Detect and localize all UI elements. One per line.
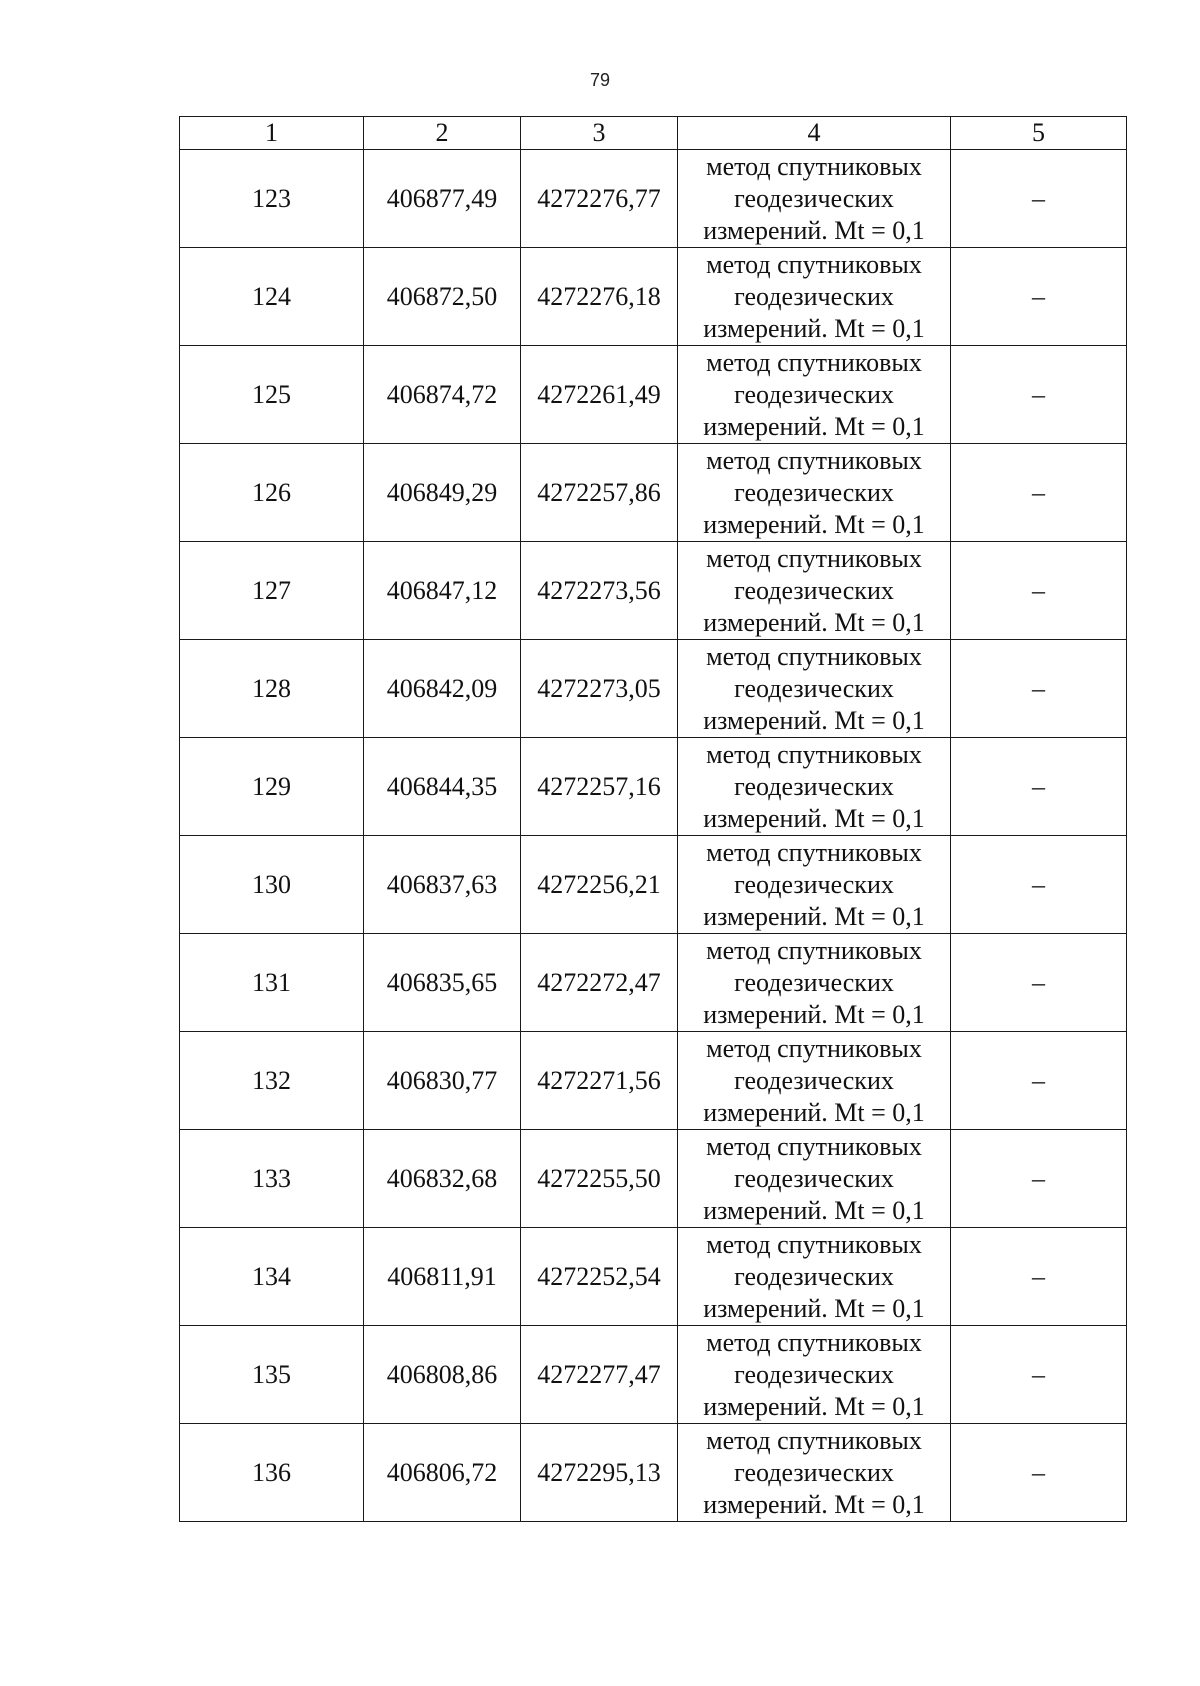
- note-cell: –: [951, 1424, 1127, 1522]
- method-line: измерений. Mt = 0,1: [703, 215, 925, 245]
- method-line: измерений. Mt = 0,1: [703, 313, 925, 343]
- y-coordinate-cell: 4272272,47: [521, 934, 678, 1032]
- x-coordinate-cell: 406832,68: [364, 1130, 521, 1228]
- x-coordinate-cell: 406842,09: [364, 640, 521, 738]
- point-number-cell: 135: [180, 1326, 364, 1424]
- x-coordinate-cell: 406872,50: [364, 248, 521, 346]
- y-coordinate-cell: 4272276,18: [521, 248, 678, 346]
- point-number-cell: 129: [180, 738, 364, 836]
- table-row: [180, 150, 1127, 248]
- method-cell: [678, 934, 951, 1032]
- x-coordinate-cell: 406849,29: [364, 444, 521, 542]
- method-cell: [678, 1326, 951, 1424]
- method-line: метод спутниковых: [706, 641, 922, 671]
- note-cell: –: [951, 444, 1127, 542]
- y-coordinate-cell: 4272257,16: [521, 738, 678, 836]
- method-cell: [678, 150, 951, 248]
- method-line: измерений. Mt = 0,1: [703, 607, 925, 637]
- column-header-4: 4: [678, 117, 951, 150]
- note-cell: –: [951, 640, 1127, 738]
- method-line: измерений. Mt = 0,1: [703, 1195, 925, 1225]
- note-cell: –: [951, 934, 1127, 1032]
- x-coordinate-cell: 406811,91: [364, 1228, 521, 1326]
- note-cell: –: [951, 150, 1127, 248]
- method-line: геодезических: [734, 281, 894, 311]
- method-line: измерений. Mt = 0,1: [703, 705, 925, 735]
- table-header: [180, 117, 1127, 150]
- table-row: [180, 934, 1127, 1032]
- method-cell: [678, 1130, 951, 1228]
- point-number-cell: 125: [180, 346, 364, 444]
- y-coordinate-cell: 4272273,05: [521, 640, 678, 738]
- method-line: геодезических: [734, 575, 894, 605]
- method-line: метод спутниковых: [706, 1327, 922, 1357]
- note-cell: –: [951, 1032, 1127, 1130]
- point-number-cell: 131: [180, 934, 364, 1032]
- note-cell: –: [951, 248, 1127, 346]
- y-coordinate-cell: 4272252,54: [521, 1228, 678, 1326]
- method-line: метод спутниковых: [706, 347, 922, 377]
- method-line: геодезических: [734, 1457, 894, 1487]
- point-number-cell: 123: [180, 150, 364, 248]
- method-cell: [678, 738, 951, 836]
- table-row: [180, 1424, 1127, 1522]
- point-number-cell: 133: [180, 1130, 364, 1228]
- x-coordinate-cell: 406874,72: [364, 346, 521, 444]
- table-row: [180, 1130, 1127, 1228]
- method-line: измерений. Mt = 0,1: [703, 901, 925, 931]
- method-line: геодезических: [734, 967, 894, 997]
- method-line: геодезических: [734, 771, 894, 801]
- note-cell: –: [951, 346, 1127, 444]
- point-number-cell: 126: [180, 444, 364, 542]
- y-coordinate-cell: 4272257,86: [521, 444, 678, 542]
- method-line: геодезических: [734, 477, 894, 507]
- method-line: измерений. Mt = 0,1: [703, 1293, 925, 1323]
- method-cell: [678, 542, 951, 640]
- method-line: метод спутниковых: [706, 739, 922, 769]
- x-coordinate-cell: 406830,77: [364, 1032, 521, 1130]
- method-line: метод спутниковых: [706, 445, 922, 475]
- method-line: геодезических: [734, 183, 894, 213]
- method-line: метод спутниковых: [706, 151, 922, 181]
- note-cell: –: [951, 836, 1127, 934]
- y-coordinate-cell: 4272255,50: [521, 1130, 678, 1228]
- table-body: [180, 150, 1127, 1522]
- method-line: геодезических: [734, 1065, 894, 1095]
- table-row: [180, 248, 1127, 346]
- y-coordinate-cell: 4272273,56: [521, 542, 678, 640]
- method-cell: [678, 1424, 951, 1522]
- x-coordinate-cell: 406835,65: [364, 934, 521, 1032]
- method-line: измерений. Mt = 0,1: [703, 509, 925, 539]
- page-number: 79: [589, 70, 611, 90]
- x-coordinate-cell: 406808,86: [364, 1326, 521, 1424]
- point-number-cell: 132: [180, 1032, 364, 1130]
- x-coordinate-cell: 406844,35: [364, 738, 521, 836]
- method-line: метод спутниковых: [706, 1131, 922, 1161]
- method-cell: [678, 640, 951, 738]
- table-row: [180, 738, 1127, 836]
- y-coordinate-cell: 4272261,49: [521, 346, 678, 444]
- table-row: [180, 640, 1127, 738]
- note-cell: –: [951, 1130, 1127, 1228]
- table-row: [180, 836, 1127, 934]
- table-row: [180, 346, 1127, 444]
- method-cell: [678, 1032, 951, 1130]
- method-cell: [678, 444, 951, 542]
- y-coordinate-cell: 4272277,47: [521, 1326, 678, 1424]
- method-line: геодезических: [734, 379, 894, 409]
- point-number-cell: 124: [180, 248, 364, 346]
- method-line: метод спутниковых: [706, 935, 922, 965]
- note-cell: –: [951, 1326, 1127, 1424]
- method-line: геодезических: [734, 869, 894, 899]
- note-cell: –: [951, 738, 1127, 836]
- table-row: [180, 1228, 1127, 1326]
- table-row: [180, 1032, 1127, 1130]
- point-number-cell: 128: [180, 640, 364, 738]
- note-cell: –: [951, 1228, 1127, 1326]
- method-cell: [678, 248, 951, 346]
- method-line: геодезических: [734, 1359, 894, 1389]
- method-line: геодезических: [734, 1163, 894, 1193]
- x-coordinate-cell: 406806,72: [364, 1424, 521, 1522]
- method-line: метод спутниковых: [706, 1229, 922, 1259]
- column-header-1: 1: [180, 117, 364, 150]
- method-line: метод спутниковых: [706, 543, 922, 573]
- method-line: измерений. Mt = 0,1: [703, 803, 925, 833]
- table-row: [180, 542, 1127, 640]
- y-coordinate-cell: 4272256,21: [521, 836, 678, 934]
- header-row: [180, 117, 1127, 150]
- method-cell: [678, 346, 951, 444]
- method-line: метод спутниковых: [706, 1425, 922, 1455]
- column-header-5: 5: [951, 117, 1127, 150]
- method-line: метод спутниковых: [706, 249, 922, 279]
- x-coordinate-cell: 406837,63: [364, 836, 521, 934]
- table-row: [180, 1326, 1127, 1424]
- method-line: геодезических: [734, 1261, 894, 1291]
- y-coordinate-cell: 4272271,56: [521, 1032, 678, 1130]
- coordinates-table: [179, 116, 1127, 1522]
- y-coordinate-cell: 4272276,77: [521, 150, 678, 248]
- table-row: [180, 444, 1127, 542]
- point-number-cell: 130: [180, 836, 364, 934]
- method-cell: [678, 1228, 951, 1326]
- point-number-cell: 136: [180, 1424, 364, 1522]
- note-cell: –: [951, 542, 1127, 640]
- x-coordinate-cell: 406847,12: [364, 542, 521, 640]
- y-coordinate-cell: 4272295,13: [521, 1424, 678, 1522]
- point-number-cell: 127: [180, 542, 364, 640]
- point-number-cell: 134: [180, 1228, 364, 1326]
- x-coordinate-cell: 406877,49: [364, 150, 521, 248]
- column-header-3: 3: [521, 117, 678, 150]
- method-line: метод спутниковых: [706, 1033, 922, 1063]
- method-line: измерений. Mt = 0,1: [703, 1391, 925, 1421]
- method-cell: [678, 836, 951, 934]
- method-line: метод спутниковых: [706, 837, 922, 867]
- method-line: измерений. Mt = 0,1: [703, 999, 925, 1029]
- method-line: измерений. Mt = 0,1: [703, 1489, 925, 1519]
- method-line: измерений. Mt = 0,1: [703, 411, 925, 441]
- method-line: геодезических: [734, 673, 894, 703]
- method-line: измерений. Mt = 0,1: [703, 1097, 925, 1127]
- column-header-2: 2: [364, 117, 521, 150]
